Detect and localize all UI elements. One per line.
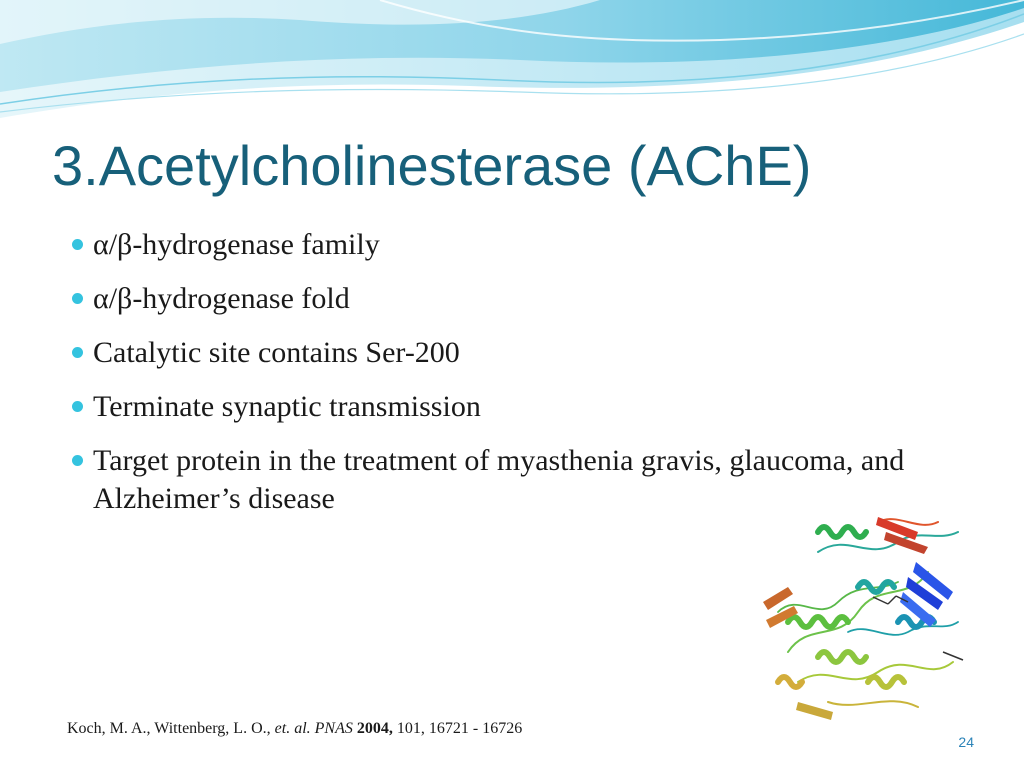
citation-journal: PNAS bbox=[314, 720, 353, 737]
bullet-text: α/β-hydrogenase family bbox=[93, 228, 380, 261]
bullet-text: Catalytic site contains Ser-200 bbox=[93, 336, 460, 369]
page-number: 24 bbox=[958, 734, 974, 750]
bullet-dot-icon bbox=[72, 347, 83, 358]
bullet-dot-icon bbox=[72, 401, 83, 412]
bullet-dot-icon bbox=[72, 239, 83, 250]
bullet-text: Target protein in the treatment of myasthenia gravis, glaucoma, and Alzheimer’s disease bbox=[93, 444, 905, 515]
bullet-item bbox=[72, 280, 952, 318]
slide-title: 3.Acetylcholinesterase (AChE) bbox=[52, 134, 812, 197]
citation-etal: et. al. bbox=[274, 720, 311, 737]
bullet-text: α/β-hydrogenase fold bbox=[93, 282, 350, 315]
citation-year: 2004, bbox=[356, 720, 393, 737]
citation-volume-pages: 101, 16721 - 16726 bbox=[396, 720, 523, 737]
bullet-item bbox=[72, 226, 952, 264]
bullet-text: Terminate synaptic transmission bbox=[93, 390, 481, 423]
citation-authors: Koch, M. A., Wittenberg, L. O., bbox=[67, 720, 271, 737]
bullet-list bbox=[72, 226, 952, 534]
bullet-dot-icon bbox=[72, 293, 83, 304]
bullet-dot-icon bbox=[72, 455, 83, 466]
protein-structure-icon bbox=[758, 492, 972, 728]
bullet-item bbox=[72, 388, 952, 426]
bullet-item bbox=[72, 334, 952, 372]
header-wave-decoration bbox=[0, 0, 1024, 125]
protein-structure-image bbox=[758, 492, 972, 728]
citation bbox=[67, 718, 522, 740]
